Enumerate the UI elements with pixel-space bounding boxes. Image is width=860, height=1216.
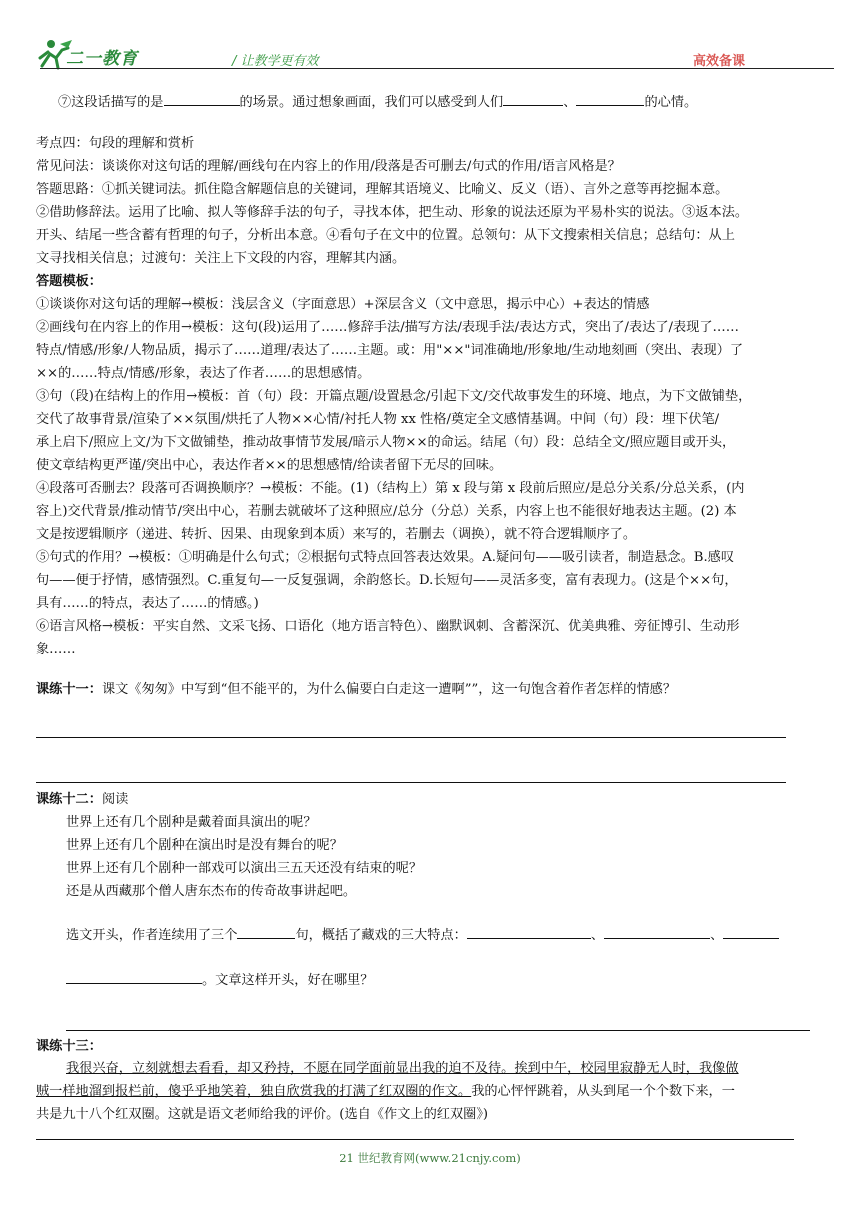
answer-blank [503,92,563,106]
template-line: 特点/情感/形象/人物品质，揭示了……道理/表达了……主题。或：用"××"词准确地/形象地/生动地刻画（突出、表现）了 [36,343,744,358]
section-title: 考点四：句段的理解和赏析 [36,136,195,151]
answer-blank [604,925,710,939]
idea-line: 开头、结尾一些含蓄有哲理的句子，分析出本意。④看句子在文中的位置。总领句：从下文搜索相关信息；总结句：从上 [36,228,735,243]
logo-text: 二一教育 [66,49,138,69]
template-line: 承上启下/照应上文/为下文做铺垫，推动故事情节发展/暗示人物××的命运。结尾（句）段：总结全文/照应题目或开头， [36,435,736,450]
passage-line: 共是九十八个红双圈。这就是语文老师给我的评价。(选自《作文上的红双圈》) [36,1107,489,1122]
template-line: ③句（段)在结构上的作用→模板：首（句）段：开篇点题/设置悬念/引起下文/交代故事发生的环境、地点，为下文做铺垫， [36,389,752,404]
page-footer: 21 世纪教育网(www.21cnjy.com) [339,1151,521,1165]
answer-blank [66,970,202,984]
passage-line: 贼一样地溜到报栏前，傻乎乎地笑着，独自欣赏我的打满了红双圈的作文。我的心怦怦跳着，从头到尾一个个数下来，一 [36,1084,735,1099]
exercise-12: 课练十二：阅读 [36,792,129,807]
exercise-12-question-2: 。文章这样开头，好在哪里？ [66,970,373,991]
template-line: 文是按逻辑顺序（递进、转折、因果、由现象到本质）来写的，若删去（调换），就不符合逻辑顺序了。 [36,527,637,542]
answer-blank [164,92,240,106]
template-line: 使文章结构更严谨/突出中心，表达作者××的思想感情/给读者留下无尽的回味。 [36,458,503,473]
idea-line: 文寻找相关信息；过渡句：关注上下文段的内容，理解其内涵。 [36,251,406,266]
template-line: 容上)交代背景/推动情节/突出中心，若删去就破坏了这种照应/总分（分总）关系，内容上也不能很好地表达主题。(2) 本 [36,504,737,519]
answer-line [36,737,786,738]
template-line: 象…… [36,642,76,657]
template-line: ①谈谈你对这句话的理解→模板：浅层含义（字面意思）+深层含义（文中意思，揭示中心）+表达的情感 [36,297,650,312]
answer-line [36,1139,794,1140]
header-slogan: / 让教学更有效 [232,54,319,69]
reading-line: 还是从西藏那个僧人唐东杰布的传奇故事讲起吧。 [66,884,357,899]
common-questions: 常见问法：谈谈你对这句话的理解/画线句在内容上的作用/段落是否可删去/句式的作用/语言风格是？ [36,159,621,174]
answer-line [36,782,786,783]
header-tagline: 高效备课 [693,54,746,69]
question-7: ⑦这段话描写的是 的场景。通过想象画面，我们可以感受到人们 、 的心情。 [58,92,697,113]
exercise-13-label: 课练十三： [36,1039,102,1054]
page-header [0,0,860,80]
template-heading: 答题模板： [36,274,102,289]
reading-line: 世界上还有几个剧种是戴着面具演出的呢？ [66,815,317,830]
idea-line: 答题思路：①抓关键词法。抓住隐含解题信息的关键词，理解其语境义、比喻义、反义（语）、言外之意等再挖掘本意。 [36,182,729,197]
answer-line [66,1030,810,1031]
answer-blank [723,925,779,939]
template-line: ××的……特点/情感/形象，表达了作者……的思想感情。 [36,366,371,381]
template-line: ⑤句式的作用？→模板：①明确是什么句式；②根据句式特点回答表达效果。A.疑问句——吸引读者，制造悬念。B.感叹 [36,550,735,565]
template-line: 交代了故事背景/渲染了××氛围/烘托了人物××心情/衬托人物 xx 性格/奠定全文感情基调。中间（句）段：埋下伏笔/ [36,412,720,427]
template-line: 句——便于抒情，感情强烈。C.重复句—一反复强调，余韵悠长。D.长短句——灵活多变，富有表现力。(这是个××句， [36,573,738,588]
template-line: ⑥语言风格→模板：平实自然、文采飞扬、口语化（地方语言特色）、幽默讽刺、含蓄深沉、优美典雅、旁征博引、生动形 [36,619,740,634]
template-line: 具有……的特点，表达了……的情感。) [36,596,259,611]
exercise-12-question: 选文开头，作者连续用了三个 句，概括了藏戏的三大特点： 、 、 [66,925,779,946]
passage-line: 我很兴奋，立刻就想去看看，却又矜持，不愿在同学面前显出我的迫不及待。挨到中午，校园里寂静无人时，我像做 [66,1061,739,1076]
reading-line: 世界上还有几个剧种在演出时是没有舞台的呢？ [66,838,343,853]
answer-blank [576,92,644,106]
header-divider [40,68,834,69]
exercise-11: 课练十一：课文《匆匆》中写到“但不能平的，为什么偏要白白走这一遭啊””，这一句饱含着作者怎样的情感？ [36,682,677,697]
answer-blank [467,925,591,939]
reading-line: 世界上还有几个剧种一部戏可以演出三五天还没有结束的呢？ [66,861,423,876]
template-line: ④段落可否删去？段落可否调换顺序？→模板：不能。(1)（结构上）第 x 段与第 x 段前后照应/是总分关系/分总关系，(内 [36,481,745,496]
idea-line: ②借助修辞法。运用了比喻、拟人等修辞手法的句子，寻找本体，把生动、形象的说法还原为平易朴实的说法。③返本法。 [36,205,749,220]
answer-blank [237,925,295,939]
template-line: ②画线句在内容上的作用→模板：这句(段)运用了……修辞手法/描写方法/表现手法/表达方式，突出了/表达了/表现了…… [36,320,739,335]
